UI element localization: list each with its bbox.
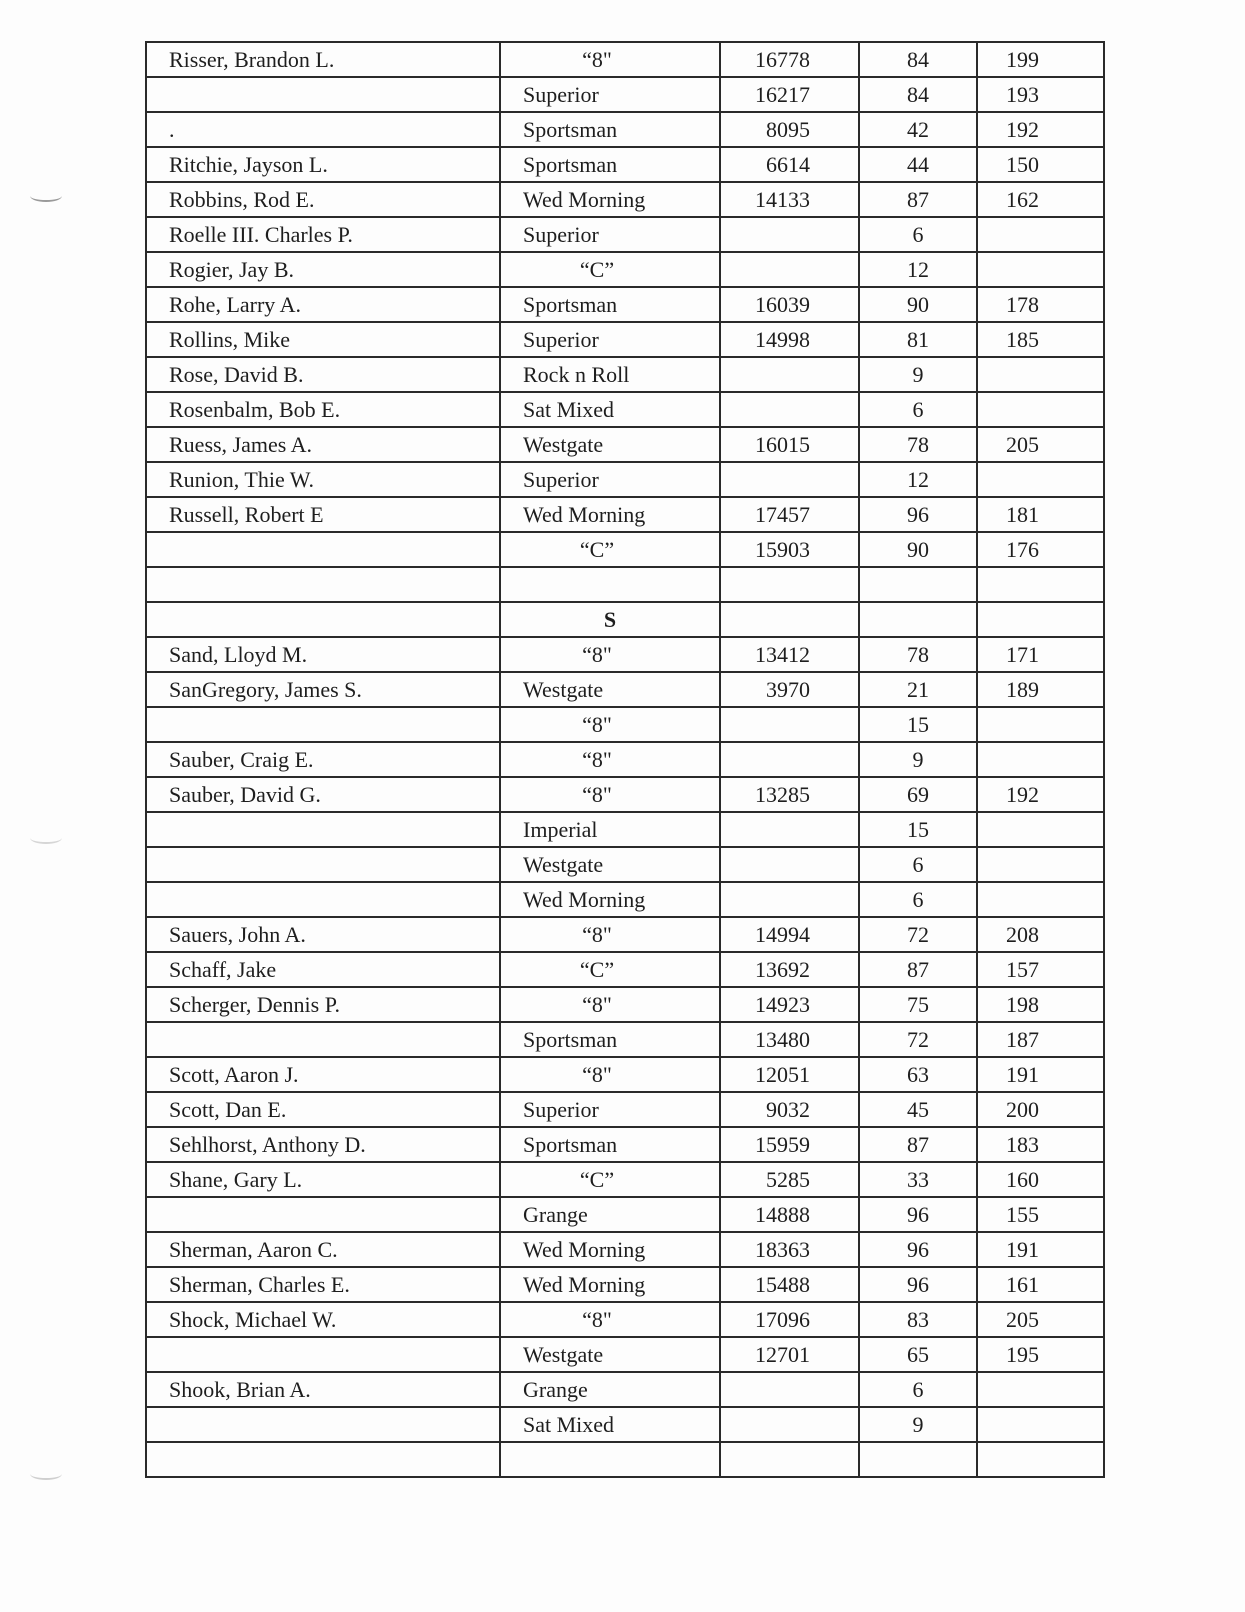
bowler-name-cell: Ruess, James A. [146,427,500,462]
total-pins-cell: 14998 [720,322,859,357]
bowler-name-cell [146,532,500,567]
league-cell: Sportsman [500,1127,720,1162]
bowler-name-cell: Rosenbalm, Bob E. [146,392,500,427]
bowler-name-cell: Sauber, David G. [146,777,500,812]
total-pins-cell [720,252,859,287]
average-cell: 176 [977,532,1104,567]
bowler-name-cell: Rogier, Jay B. [146,252,500,287]
bowler-name-cell: Sauber, Craig E. [146,742,500,777]
bowler-name-cell [146,567,500,602]
total-pins-cell: 13692 [720,952,859,987]
average-cell: 205 [977,1302,1104,1337]
league-cell: Superior [500,462,720,497]
league-cell: Sat Mixed [500,392,720,427]
games-cell: 84 [859,77,977,112]
table-row [146,42,1104,77]
games-cell: 6 [859,1372,977,1407]
average-cell [977,357,1104,392]
games-cell: 87 [859,1127,977,1162]
games-cell: 75 [859,987,977,1022]
bowler-name-cell: Sherman, Aaron C. [146,1232,500,1267]
league-cell: Grange [500,1372,720,1407]
table-row [146,322,1104,357]
binder-hole-mark [30,1468,62,1480]
table-row [146,637,1104,672]
bowler-name-cell: Shook, Brian A. [146,1372,500,1407]
average-cell [977,392,1104,427]
bowler-name-cell [146,1442,500,1477]
games-cell [859,602,977,637]
average-cell: 155 [977,1197,1104,1232]
bowler-name-cell [146,847,500,882]
league-cell: “C” [500,952,720,987]
total-pins-cell: 14994 [720,917,859,952]
average-cell: 191 [977,1232,1104,1267]
league-cell: Imperial [500,812,720,847]
bowler-name-cell: Shock, Michael W. [146,1302,500,1337]
average-cell: 161 [977,1267,1104,1302]
games-cell: 44 [859,147,977,182]
table-row [146,707,1104,742]
average-cell [977,847,1104,882]
total-pins-cell: 12051 [720,1057,859,1092]
table-row [146,252,1104,287]
games-cell: 21 [859,672,977,707]
bowler-name-cell: Schaff, Jake [146,952,500,987]
average-cell: 205 [977,427,1104,462]
league-cell: Superior [500,322,720,357]
total-pins-cell [720,742,859,777]
average-cell: 208 [977,917,1104,952]
total-pins-cell: 16217 [720,77,859,112]
games-cell: 15 [859,707,977,742]
games-cell [859,1442,977,1477]
bowler-name-cell: Sehlhorst, Anthony D. [146,1127,500,1162]
table-row [146,427,1104,462]
bowler-name-cell: Sherman, Charles E. [146,1267,500,1302]
bowler-roster-table [145,41,1105,1478]
total-pins-cell: 18363 [720,1232,859,1267]
total-pins-cell: 14133 [720,182,859,217]
bowler-name-cell [146,1022,500,1057]
average-cell [977,812,1104,847]
total-pins-cell [720,217,859,252]
games-cell: 15 [859,812,977,847]
table-row [146,812,1104,847]
games-cell: 6 [859,847,977,882]
league-cell: Wed Morning [500,1267,720,1302]
games-cell: 90 [859,532,977,567]
table-row [146,462,1104,497]
games-cell: 6 [859,882,977,917]
average-cell: 171 [977,637,1104,672]
average-cell: 160 [977,1162,1104,1197]
average-cell: 185 [977,322,1104,357]
total-pins-cell [720,462,859,497]
league-cell: Wed Morning [500,497,720,532]
table-row [146,77,1104,112]
games-cell: 87 [859,182,977,217]
games-cell: 45 [859,1092,977,1127]
total-pins-cell [720,812,859,847]
average-cell: 150 [977,147,1104,182]
games-cell: 9 [859,357,977,392]
average-cell [977,462,1104,497]
bowler-name-cell: Scott, Dan E. [146,1092,500,1127]
games-cell: 72 [859,917,977,952]
average-cell: 162 [977,182,1104,217]
table-row [146,392,1104,427]
table-row [146,1162,1104,1197]
average-cell: 187 [977,1022,1104,1057]
bowler-name-cell: SanGregory, James S. [146,672,500,707]
league-cell: Sportsman [500,112,720,147]
games-cell: 78 [859,637,977,672]
binder-hole-mark [30,832,62,844]
average-cell: 192 [977,112,1104,147]
total-pins-cell: 6614 [720,147,859,182]
league-cell: “8" [500,987,720,1022]
table-row [146,1442,1104,1477]
games-cell: 87 [859,952,977,987]
total-pins-cell: 15488 [720,1267,859,1302]
total-pins-cell: 13412 [720,637,859,672]
bowler-name-cell: Scott, Aaron J. [146,1057,500,1092]
average-cell: 200 [977,1092,1104,1127]
league-cell: Superior [500,217,720,252]
total-pins-cell [720,1372,859,1407]
table-row [146,112,1104,147]
table-row [146,952,1104,987]
total-pins-cell: 15959 [720,1127,859,1162]
bowler-name-cell: Roelle III. Charles P. [146,217,500,252]
table-row [146,147,1104,182]
average-cell [977,217,1104,252]
league-cell: “C” [500,532,720,567]
games-cell: 65 [859,1337,977,1372]
games-cell: 42 [859,112,977,147]
league-cell: “8" [500,707,720,742]
games-cell: 72 [859,1022,977,1057]
league-cell: Westgate [500,427,720,462]
league-cell: “8" [500,917,720,952]
table-row [146,1092,1104,1127]
total-pins-cell: 8095 [720,112,859,147]
league-cell: “8" [500,1057,720,1092]
average-cell [977,1442,1104,1477]
bowler-name-cell [146,882,500,917]
total-pins-cell [720,567,859,602]
total-pins-cell: 12701 [720,1337,859,1372]
total-pins-cell: 3970 [720,672,859,707]
table-row [146,182,1104,217]
bowler-name-cell [146,1407,500,1442]
total-pins-cell: 17457 [720,497,859,532]
games-cell: 12 [859,252,977,287]
average-cell [977,882,1104,917]
average-cell: 199 [977,42,1104,77]
table-row [146,742,1104,777]
total-pins-cell [720,847,859,882]
average-cell [977,742,1104,777]
games-cell: 12 [859,462,977,497]
league-cell: “C” [500,1162,720,1197]
league-cell: “8" [500,742,720,777]
league-cell: Wed Morning [500,182,720,217]
games-cell: 96 [859,1232,977,1267]
league-cell: Westgate [500,672,720,707]
games-cell: 90 [859,287,977,322]
table-row [146,1197,1104,1232]
league-cell: Westgate [500,847,720,882]
average-cell: 191 [977,1057,1104,1092]
games-cell: 69 [859,777,977,812]
league-cell: Rock n Roll [500,357,720,392]
games-cell: 6 [859,392,977,427]
table-row [146,672,1104,707]
total-pins-cell [720,882,859,917]
average-cell [977,1407,1104,1442]
total-pins-cell: 16039 [720,287,859,322]
games-cell: 78 [859,427,977,462]
games-cell: 84 [859,42,977,77]
bowler-name-cell: Rollins, Mike [146,322,500,357]
league-cell: Wed Morning [500,1232,720,1267]
total-pins-cell: 13480 [720,1022,859,1057]
table-row [146,1232,1104,1267]
table-row [146,847,1104,882]
average-cell [977,252,1104,287]
table-row [146,497,1104,532]
table-row [146,217,1104,252]
total-pins-cell [720,1442,859,1477]
league-cell: “C” [500,252,720,287]
league-cell: Superior [500,1092,720,1127]
total-pins-cell [720,357,859,392]
games-cell: 33 [859,1162,977,1197]
league-cell: Sportsman [500,1022,720,1057]
league-cell: Wed Morning [500,882,720,917]
league-cell: “8" [500,777,720,812]
bowler-name-cell: Scherger, Dennis P. [146,987,500,1022]
league-cell: Westgate [500,1337,720,1372]
roster-body [146,42,1104,1477]
league-cell [500,567,720,602]
league-cell: Sportsman [500,287,720,322]
total-pins-cell: 14888 [720,1197,859,1232]
games-cell: 83 [859,1302,977,1337]
binder-hole-mark [30,190,62,202]
bowler-name-cell [146,707,500,742]
section-letter: S [500,602,720,637]
table-row [146,882,1104,917]
bowler-name-cell: Sauers, John A. [146,917,500,952]
table-row [146,1407,1104,1442]
bowler-name-cell: Rose, David B. [146,357,500,392]
games-cell: 63 [859,1057,977,1092]
bowler-name-cell: Rohe, Larry A. [146,287,500,322]
table-row [146,917,1104,952]
average-cell [977,707,1104,742]
games-cell [859,567,977,602]
total-pins-cell [720,602,859,637]
games-cell: 96 [859,497,977,532]
table-row [146,287,1104,322]
average-cell: 178 [977,287,1104,322]
games-cell: 9 [859,742,977,777]
bowler-name-cell: Robbins, Rod E. [146,182,500,217]
total-pins-cell: 17096 [720,1302,859,1337]
total-pins-cell [720,707,859,742]
average-cell: 192 [977,777,1104,812]
league-cell: “8" [500,1302,720,1337]
table-row [146,567,1104,602]
table-row [146,1127,1104,1162]
bowler-name-cell: . [146,112,500,147]
average-cell: 193 [977,77,1104,112]
average-cell: 198 [977,987,1104,1022]
total-pins-cell: 16015 [720,427,859,462]
bowler-name-cell: Runion, Thie W. [146,462,500,497]
league-cell [500,1442,720,1477]
bowler-name-cell: Shane, Gary L. [146,1162,500,1197]
average-cell: 189 [977,672,1104,707]
table-row [146,1022,1104,1057]
bowler-name-cell: Ritchie, Jayson L. [146,147,500,182]
average-cell: 183 [977,1127,1104,1162]
table-row [146,1337,1104,1372]
table-row [146,1302,1104,1337]
games-cell: 81 [859,322,977,357]
bowler-name-cell [146,1337,500,1372]
total-pins-cell: 16778 [720,42,859,77]
table-row [146,987,1104,1022]
bowler-name-cell: Risser, Brandon L. [146,42,500,77]
section-header-row [146,602,1104,637]
average-cell: 157 [977,952,1104,987]
table-row [146,777,1104,812]
table-row [146,1267,1104,1302]
average-cell [977,1372,1104,1407]
league-cell: Sportsman [500,147,720,182]
table-row [146,1057,1104,1092]
bowler-name-cell [146,812,500,847]
games-cell: 96 [859,1267,977,1302]
bowler-name-cell: Russell, Robert E [146,497,500,532]
league-cell: “8" [500,42,720,77]
total-pins-cell: 9032 [720,1092,859,1127]
total-pins-cell [720,1407,859,1442]
bowler-name-cell [146,1197,500,1232]
name-cell [146,602,500,637]
league-cell: “8" [500,637,720,672]
table-row [146,532,1104,567]
bowler-name-cell: Sand, Lloyd M. [146,637,500,672]
total-pins-cell: 15903 [720,532,859,567]
table-row [146,1372,1104,1407]
games-cell: 96 [859,1197,977,1232]
games-cell: 9 [859,1407,977,1442]
bowler-name-cell [146,77,500,112]
average-cell [977,602,1104,637]
games-cell: 6 [859,217,977,252]
average-cell [977,567,1104,602]
league-cell: Grange [500,1197,720,1232]
total-pins-cell: 13285 [720,777,859,812]
league-cell: Sat Mixed [500,1407,720,1442]
total-pins-cell: 14923 [720,987,859,1022]
league-cell: Superior [500,77,720,112]
total-pins-cell [720,392,859,427]
total-pins-cell: 5285 [720,1162,859,1197]
table-row [146,357,1104,392]
average-cell: 181 [977,497,1104,532]
average-cell: 195 [977,1337,1104,1372]
